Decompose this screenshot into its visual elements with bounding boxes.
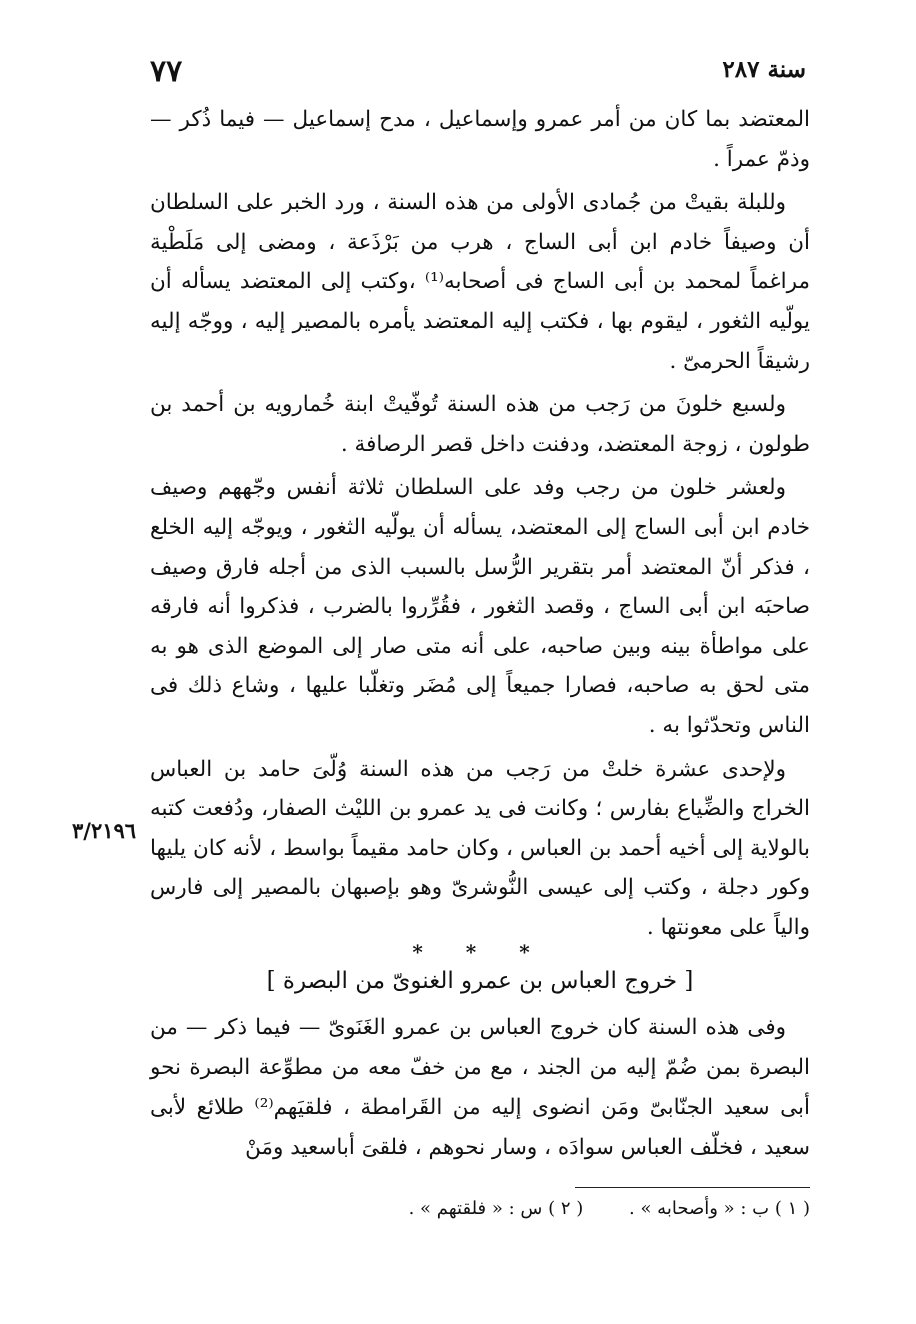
paragraph: ولعشر خلون من رجب وفد على السلطان ثلاثة أنفس وجّههم وصيف خادم ابن أبى الساج إلى المعتضد، يسأله أن يولّيه الثغور ، ويوجّه إليه الخلع ، فذكر أنّ المعتضد أمر بتقرير الرُّسل بالسبب الذى من أجله فارق وصيف صاحبَه ابن أبى الساج ، وقصد الثغور ، فقُرِّروا بالضرب ، فذكروا أنه فارقه على مواطأة بينه وبين صاحبه، على أنه متى صار إلى الموضع الذى هو به متى لحق به صاحبه، فصارا جميعاً إلى مُضَر وتغلّبا عليها ، وشاع ذلك فى الناس وتحدّثوا به . <box>150 475 810 738</box>
paragraph: وفى هذه السنة كان خروج العباس بن عمرو الغَنَوىّ — فيما ذكر — من البصرة بمن ضُمّ إليه من الجند ، مع من خفّ معه من مطوِّعة البصرة نحو أبى سعيد الجنّابىّ ومَن انضوى إليه من القَرامطة ، فلقيَهم⁽²⁾ طلائع لأبى سعيد ، فخلّف العباس سوادَه ، وسار نحوهم ، فلقىَ أباسعيد ومَنْ <box>150 1015 811 1160</box>
paragraph: وللبلة بقيتْ من جُمادى الأولى من هذه السنة ، ورد الخبر على السلطان أن وصيفاً خادم ابن أبى الساج ، هرب من بَرْذَعة ، ومضى إلى مَلَطْية مراغماً لمحمد بن أبى الساج فى أصحابه⁽¹⁾ ،وكتب إلى المعتضد يسأله أن يولّيه الثغور ، ليقوم بها ، فكتب إليه المعتضد يأمره بالمصير إليه ، ووجّه إليه رشيقاً الحرمىّ . <box>150 190 810 374</box>
footnote: ( ١ ) ب : « وأصحابه » . <box>629 1198 810 1219</box>
footnote-divider <box>575 1187 810 1188</box>
section-heading: [ خروج العباس بن عمرو الغنوىّ من البصرة ] <box>266 968 694 994</box>
running-head-year: سنة ٢٨٧ <box>722 56 806 83</box>
page-number: ٧٧ <box>150 54 183 89</box>
section-text <box>150 1008 810 1168</box>
paragraph: ولإحدى عشرة خلتْ من رَجب من هذه السنة وُلّىَ حامد بن العباس الخراج والضِّياع بفارس ؛ وكانت فى يد عمرو بن الليْث الصفار، ودُفعت كتبه بالولاية إلى أخيه أحمد بن العباس ، وكان حامد مقيماً بواسط ، لأنه كان يليها وكور دجلة ، وكتب إلى عيسى النُّوشرىّ وهو بإصبهان بالمصير إلى فارس والياً على معونتها . <box>150 756 810 940</box>
page-header <box>150 54 806 94</box>
section-separator: * * * <box>412 940 548 964</box>
paragraph: المعتضد بما كان من أمر عمرو وإسماعيل ، مدح إسماعيل — فيما ذُكر — وذمّ عمراً . <box>150 107 810 172</box>
main-text <box>150 100 810 947</box>
footnotes <box>330 1198 810 1219</box>
margin-page-reference: ٣/٢١٩٦ <box>72 818 137 843</box>
footnote: ( ٢ ) س : « فلقتهم » . <box>408 1198 584 1219</box>
paragraph: ولسبع خلونَ من رَجب من هذه السنة تُوفّيتْ ابنة خُمارويه بن أحمد بن طولون ، زوجة المعتضد، ودفنت داخل قصر الرصافة . <box>150 392 810 457</box>
